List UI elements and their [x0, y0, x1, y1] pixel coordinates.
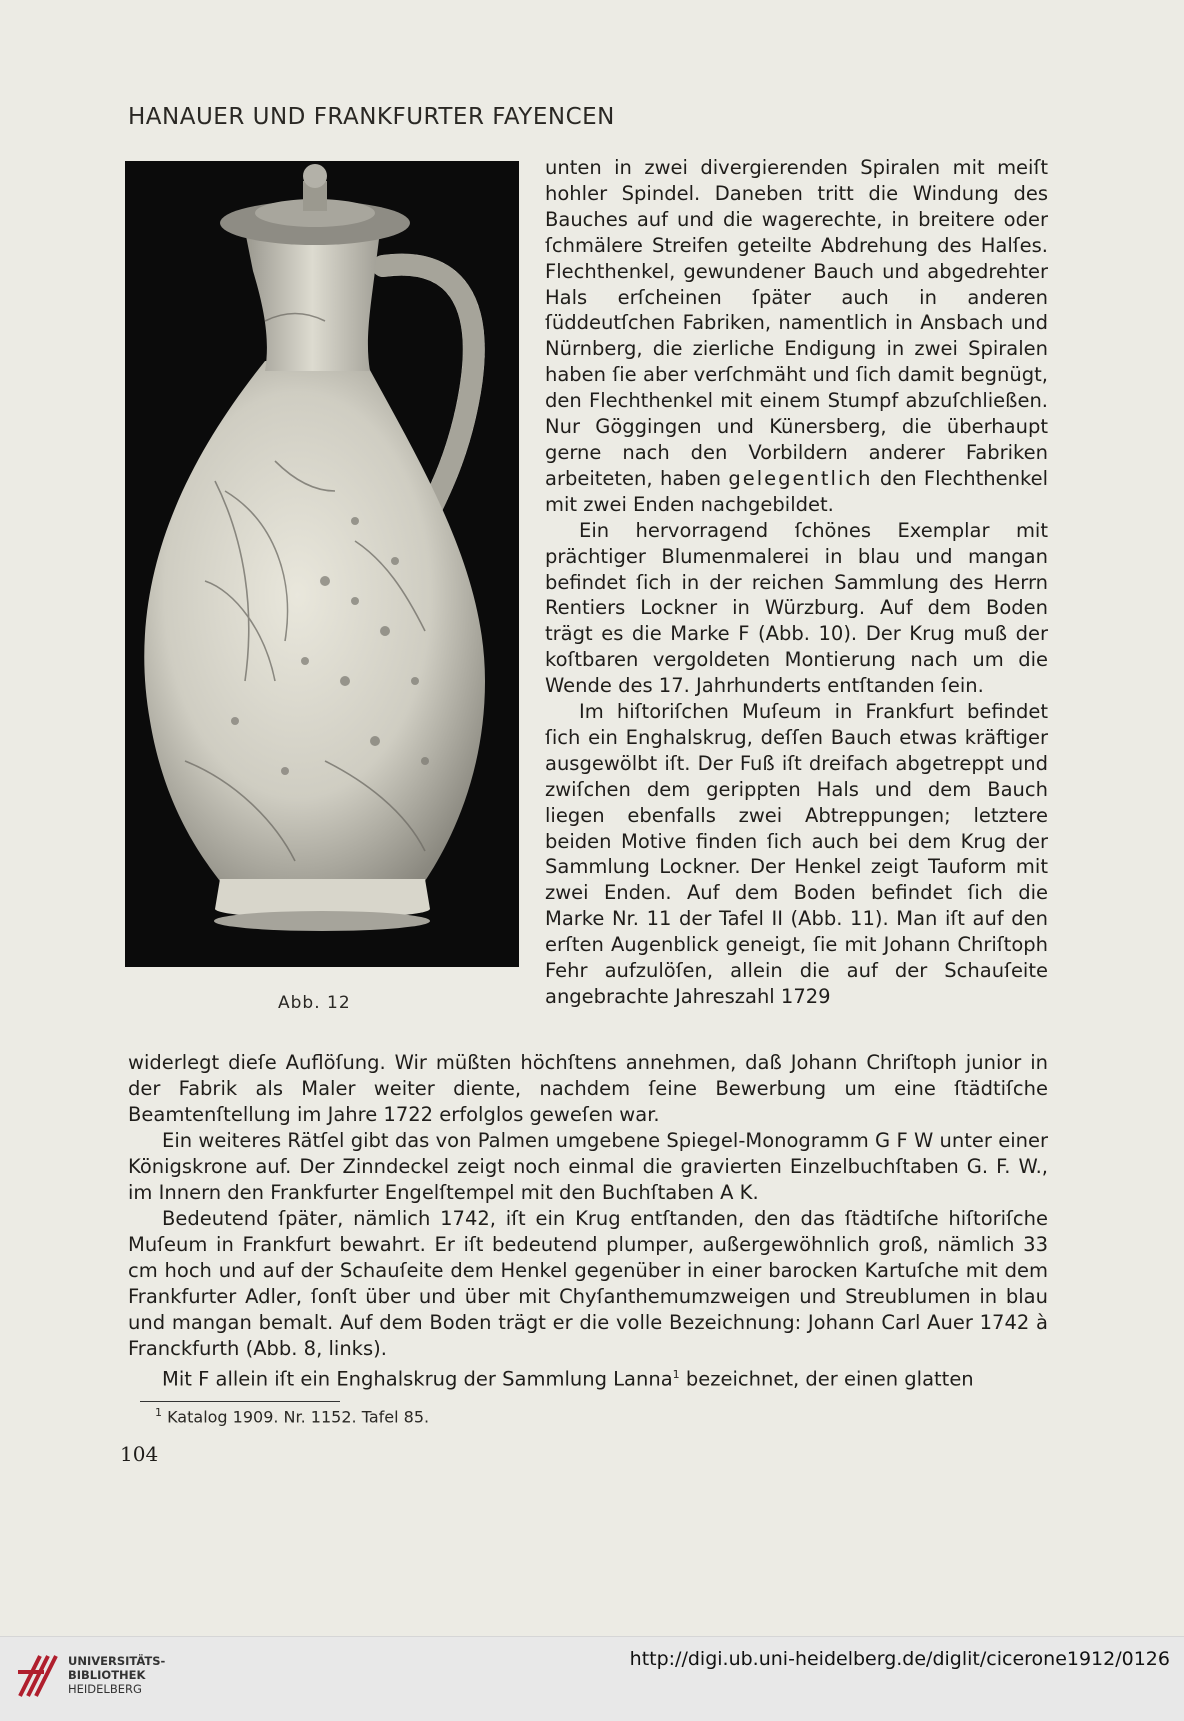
library-name[interactable] [68, 1654, 165, 1696]
running-header: HANAUER UND FRANKFURTER FAYENCEN [128, 104, 615, 130]
spaced-word: gelegentlich [728, 466, 873, 490]
jug-illustration [125, 161, 519, 967]
library-line: UNIVERSITÄTS- [68, 1654, 166, 1668]
paragraph [128, 1362, 1048, 1393]
column-text [545, 155, 1048, 1010]
page-number: 104 [120, 1442, 159, 1466]
paragraph: Ein weiteres Rätſel gibt das von Palmen umgebene Spiegel-Monogramm G F W unter einer Königskrone auf. Der Zinndeckel zeigt noch einmal die gravierten Einzelbuchſtaben G. F. W., im Innern den Frankfurter Engelſtempel mit den Buchſtaben A K. [128, 1129, 1048, 1204]
paragraph: Bedeutend ſpäter, nämlich 1742, iſt ein Krug entſtanden, den das ſtädtiſche hiſtoriſche Muſeum in Frankfurt bewahrt. Er iſt bedeutend plumper, außergewöhnlich groß, nämlich 33 cm hoch und auf der Schauſeite dem Henkel gegenüber in einer barocken Kartuſche mit dem Frankfurter Adler, ſonſt über und über mit Chyſanthemumzweigen und Streublumen in blau und mangan bemalt. Auf dem Boden trägt er die volle Bezeichnung: Johann Carl Auer 1742 à Franckfurth (Abb. 8, links). [128, 1207, 1048, 1360]
paragraph: Ein hervorragend ſchönes Exemplar mit prächtiger Blumenmalerei in blau und mangan befindet ſich in der reichen Sammlung des Herrn Rentiers Lockner in Würzburg. Auf dem Boden trägt es die Marke F (Abb. 10). Der Krug muß der koſtbaren vergoldeten Montierung nach um die Wende des 17. Jahrhunderts entſtanden ſein. [545, 518, 1048, 698]
library-line: HEIDELBERG [68, 1682, 142, 1696]
library-line: BIBLIOTHEK [68, 1668, 146, 1682]
footnote [155, 1406, 429, 1426]
paragraph: Im hiſtoriſchen Muſeum in Frankfurt befindet ſich ein Enghalskrug, deſſen Bauch etwas kräftiger ausgewölbt iſt. Der Fuß iſt dreifach abgetreppt und zwiſchen dem gerippten Hals und dem Bauch liegen ebenfalls zwei Abtreppungen; letztere beiden Motive finden ſich auch bei dem Krug der Sammlung Lockner. Der Henkel zeigt Tauform mit zwei Enden. Auf dem Boden befindet ſich die Marke Nr. 11 der Tafel II (Abb. 11). Man iſt auf den erſten Augenblick geneigt, ſie mit Johann Chriſtoph Fehr aufzulöſen, allein die auf der Schauſeite angebrachte Jahreszahl 1729 [545, 700, 1048, 1008]
footnote-divider [140, 1401, 340, 1402]
paragraph-text: den Flechthenkel mit zwei Enden nachgebildet. [545, 466, 1049, 516]
paragraph-text: unten in zwei divergierenden Spiralen mit meiſt hohler Spindel. Daneben tritt die Windung des Bauches auf und die wagerechte, in breitere oder ſchmälere Streifen geteilte Abdrehung des Halſes. Flechthenkel, gewundener Bauch und abgedrehter Hals erſcheinen ſpäter auch in anderen ſüddeutſchen Fabriken, namentlich in Ansbach und Nürnberg, die zierliche Endigung in zwei Spiralen haben ſie aber verſchmäht und ſich damit begnügt, den Flechthenkel mit einem Stumpf abzuſchließen. Nur Göggingen und Künersberg, die überhaupt gerne nach den Vorbildern anderer Fabriken arbeiteten, haben [545, 156, 1048, 490]
paragraph-text: bezeichnet, der einen glatten [679, 1367, 974, 1391]
paragraph-text: Mit F allein iſt ein Enghalskrug der Sammlung Lanna [162, 1367, 673, 1391]
figure-caption: Abb. 12 [278, 993, 351, 1013]
ub-heidelberg-logo-icon[interactable] [14, 1650, 62, 1702]
paragraph-continuation: widerlegt dieſe Auflöſung. Wir müßten höchſtens annehmen, daß Johann Chriſtoph junior in der Fabrik als Maler weiter diente, nachdem ſeine Bewerbung um eine ſtädtiſche Beamtenſtellung im Jahre 1722 erfolglos geweſen war. [128, 1051, 1048, 1126]
full-width-text [128, 1050, 1048, 1393]
permalink-url[interactable]: http://digi.ub.uni-heidelberg.de/diglit/cicerone1912/0126 [629, 1648, 1170, 1670]
footnote-text: Katalog 1909. Nr. 1152. Tafel 85. [167, 1407, 430, 1427]
footnote-marker: 1 [155, 1406, 162, 1419]
figure-jug-photo [125, 161, 519, 967]
paragraph-continuation [545, 155, 1048, 518]
footnote-ref: 1 [672, 1368, 680, 1381]
